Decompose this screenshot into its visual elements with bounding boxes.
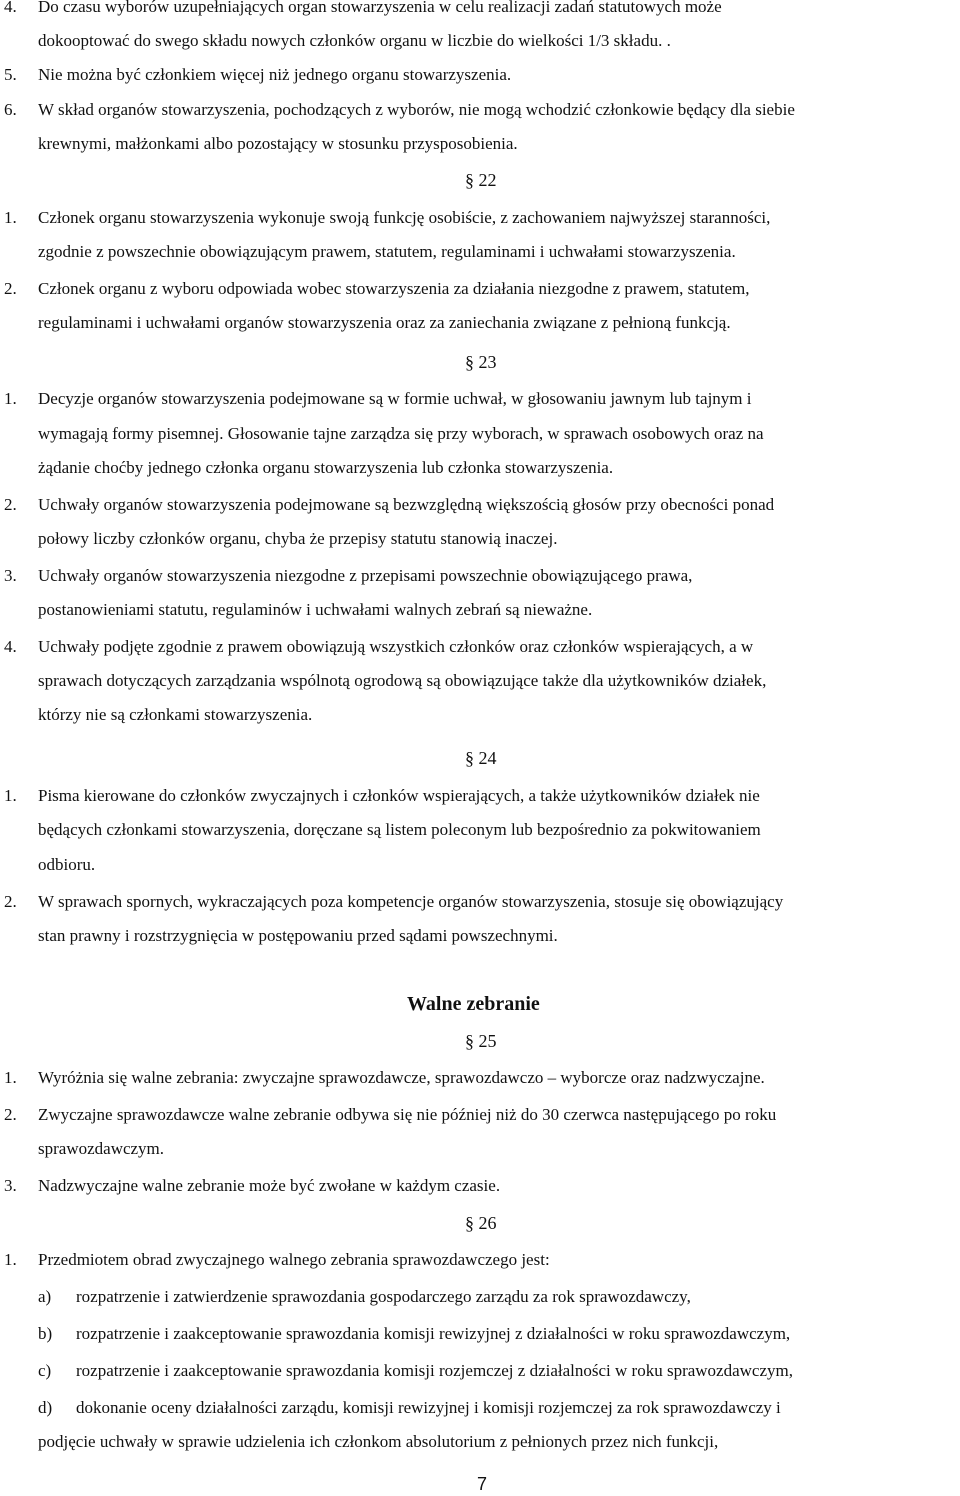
section-mark: § 23 [465,352,497,372]
item-number: 6. [4,100,17,119]
paragraph-line: regulaminami i uchwałami organów stowarzyszenia oraz za zaniechania związane z pełnioną funkcją. [38,313,731,332]
item-letter: b) [38,1324,53,1343]
paragraph-line: W skład organów stowarzyszenia, pochodzących z wyborów, nie mogą wchodzić członkowie będący dla siebie [38,100,795,119]
item-letter: d) [38,1398,53,1417]
item-number: 4. [4,0,17,16]
paragraph-line: którzy nie są członkami stowarzyszenia. [38,705,313,724]
item-number: 1. [4,1068,17,1087]
item-number: 2. [4,279,17,298]
paragraph-line: Nadzwyczajne walne zebranie może być zwołane w każdym czasie. [38,1176,501,1195]
paragraph-line: dokooptować do swego składu nowych członków organu w liczbie do wielkości 1/3 składu. . [38,31,671,50]
paragraph-line: rozpatrzenie i zatwierdzenie sprawozdania gospodarczego zarządu za rok sprawozdawczy, [76,1287,691,1306]
item-number: 2. [4,892,17,911]
item-number: 3. [4,566,17,585]
section-mark: § 26 [465,1213,497,1233]
paragraph-line: krewnymi, małżonkami albo pozostający w stosunku przysposobienia. [38,134,518,153]
paragraph-line: będących członkami stowarzyszenia, doręczane są listem poleconym lub bezpośrednio za pokwitowaniem [38,820,761,839]
paragraph-line: Uchwały organów stowarzyszenia niezgodne z przepisami powszechnie obowiązującego prawa, [38,566,693,585]
section-mark: § 22 [465,170,497,190]
item-letter: c) [38,1361,52,1380]
section-mark: § 24 [465,748,497,768]
paragraph-line: Zwyczajne sprawozdawcze walne zebranie odbywa się nie później niż do 30 czerwca następującego po roku [38,1105,777,1124]
item-number: 1. [4,786,17,805]
paragraph-line: podjęcie uchwały w sprawie udzielenia ich członkom absolutorium z pełnionych przez nich funkcji, [38,1432,719,1451]
item-number: 2. [4,1105,17,1124]
paragraph-line: Uchwały organów stowarzyszenia podejmowane są bezwzględną większością głosów przy obecności ponad [38,495,775,514]
paragraph-line: rozpatrzenie i zaakceptowanie sprawozdania komisji rewizyjnej z działalności w roku sprawozdawczym, [76,1324,791,1343]
paragraph-line: odbioru. [38,855,96,874]
paragraph-line: dokonanie oceny działalności zarządu, komisji rewizyjnej i komisji rozjemczej za rok sprawozdawczy i [76,1398,781,1417]
paragraph-line: rozpatrzenie i zaakceptowanie sprawozdania komisji rozjemczej z działalności w roku sprawozdawczym, [76,1361,793,1380]
paragraph-line: wymagają formy pisemnej. Głosowanie tajne zarządza się przy wyborach, w sprawach osobowych oraz na [38,424,764,443]
item-number: 1. [4,1250,17,1269]
item-letter: a) [38,1287,52,1306]
section-heading: Walne zebranie [407,993,540,1015]
item-number: 4. [4,637,17,656]
paragraph-line: żądanie choćby jednego członka organu stowarzyszenia lub członka stowarzyszenia. [38,458,614,477]
item-number: 5. [4,65,17,84]
paragraph-line: Członek organu z wyboru odpowiada wobec stowarzyszenia za działania niezgodne z prawem, statutem, [38,279,750,298]
item-number: 1. [4,208,17,227]
paragraph-line: zgodnie z powszechnie obowiązującym prawem, statutem, regulaminami i uchwałami stowarzyszenia. [38,242,736,261]
item-number: 1. [4,389,17,408]
paragraph-line: Do czasu wyborów uzupełniających organ stowarzyszenia w celu realizacji zadań statutowych może [38,0,722,16]
paragraph-line: Decyzje organów stowarzyszenia podejmowane są w formie uchwał, w głosowaniu jawnym lub tajnym i [38,389,752,408]
item-number: 2. [4,495,17,514]
paragraph-line: Wyróżnia się walne zebrania: zwyczajne sprawozdawcze, sprawozdawczo – wyborcze oraz nadzwyczajne. [38,1068,765,1087]
paragraph-line: Uchwały podjęte zgodnie z prawem obowiązują wszystkich członków oraz członków wspierających, a w [38,637,754,656]
paragraph-line: sprawozdawczym. [38,1139,165,1158]
paragraph-line: Pisma kierowane do członków zwyczajnych i członków wspierających, a także użytkowników działek nie [38,786,760,805]
paragraph-line: sprawach dotyczących zarządzania wspólnotą ogrodową są obowiązujące także dla użytkowników działek, [38,671,767,690]
paragraph-line: połowy liczby członków organu, chyba że przepisy statutu stanowią inaczej. [38,529,558,548]
paragraph-line: Nie można być członkiem więcej niż jednego organu stowarzyszenia. [38,65,512,84]
page-number: 7 [477,1474,488,1494]
paragraph-line: W sprawach spornych, wykraczających poza kompetencje organów stowarzyszenia, stosuje się obowiązujący [38,892,784,911]
paragraph-line: stan prawny i rozstrzygnięcia w postępowaniu przed sądami powszechnymi. [38,926,558,945]
item-number: 3. [4,1176,17,1195]
paragraph-line: Przedmiotem obrad zwyczajnego walnego zebrania sprawozdawczego jest: [38,1250,550,1269]
paragraph-line: Członek organu stowarzyszenia wykonuje swoją funkcję osobiście, z zachowaniem najwyższej staranności, [38,208,771,227]
section-mark: § 25 [465,1031,497,1051]
paragraph-line: postanowieniami statutu, regulaminów i uchwałami walnych zebrań są nieważne. [38,600,593,619]
